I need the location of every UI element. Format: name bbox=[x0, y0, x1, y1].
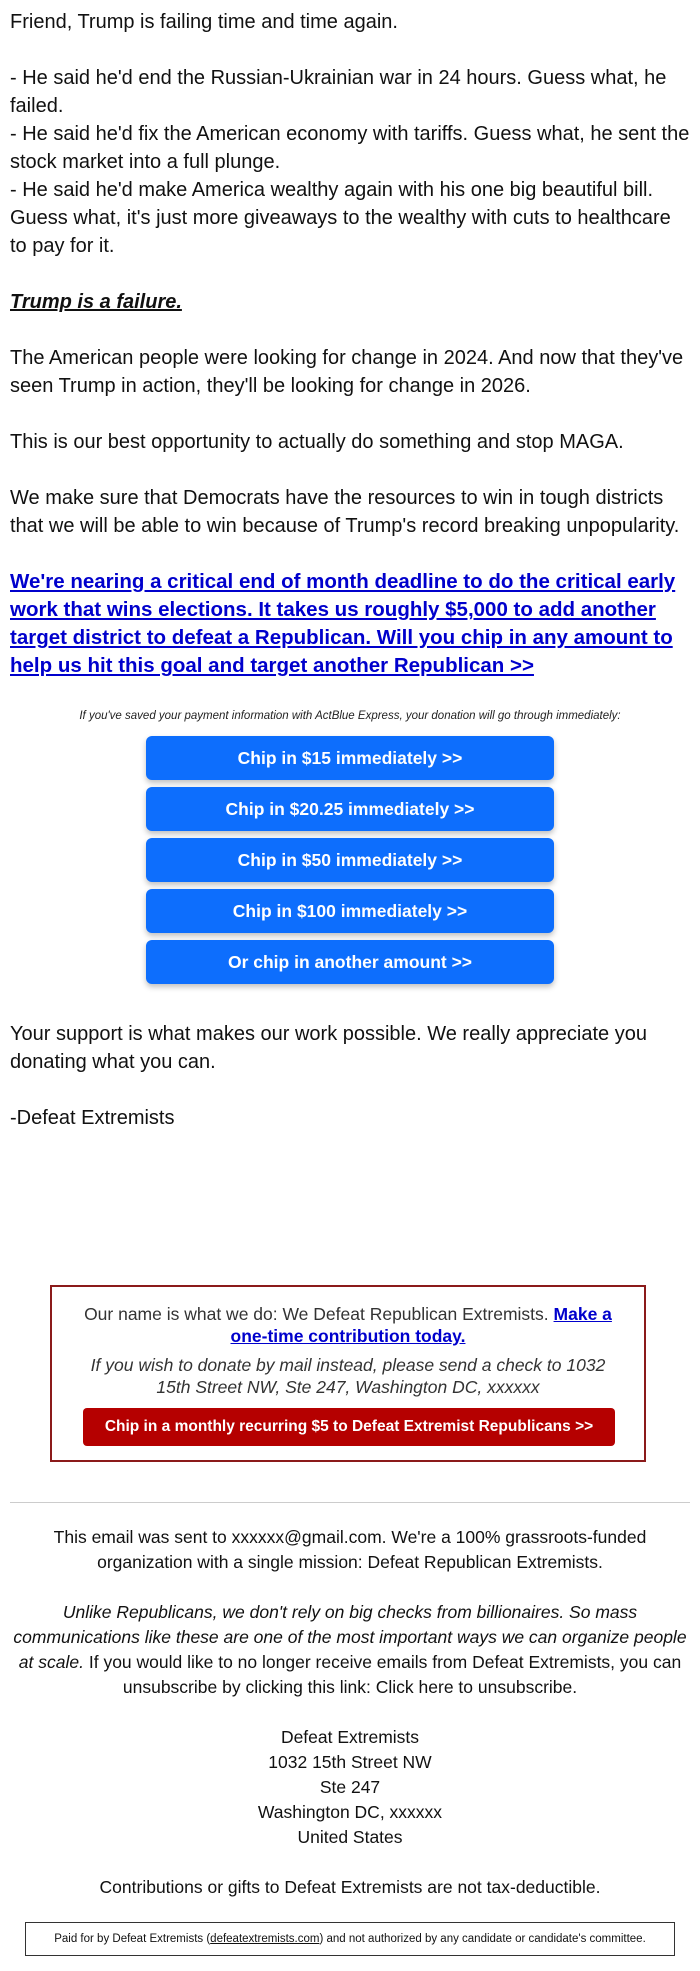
donate-100-button[interactable]: Chip in $100 immediately >> bbox=[146, 889, 554, 933]
tax-note: Contributions or gifts to Defeat Extremists are not tax-deductible. bbox=[99, 1877, 601, 1897]
one-time-contribution-link[interactable]: Make a one-time contribution today. bbox=[230, 1304, 612, 1346]
sent-to-text: This email was sent to xxxxxx@gmail.com. We're a 100% grassroots-funded organization with a single mission: Defeat Republican Extremists. bbox=[53, 1527, 647, 1572]
address-line: 1032 15th Street NW bbox=[268, 1752, 432, 1772]
grassroots-note bbox=[10, 1600, 690, 1700]
promo-box bbox=[50, 1285, 646, 1462]
website-link[interactable]: defeatextremists.com bbox=[210, 1933, 320, 1945]
signature: -Defeat Extremists bbox=[10, 1107, 175, 1129]
footer-divider bbox=[10, 1502, 690, 1503]
mail-donation-note: If you wish to donate by mail instead, please send a check to 1032 15th Street NW, Ste 247, Washington DC, xxxxxx bbox=[90, 1355, 606, 1397]
bullet-item: - He said he'd end the Russian-Ukrainian war in 24 hours. Guess what, he failed. bbox=[10, 67, 667, 117]
donate-20-25-button[interactable]: Chip in $20.25 immediately >> bbox=[146, 787, 554, 831]
paid-for-disclaimer bbox=[25, 1922, 675, 1956]
paragraph: The American people were looking for change in 2024. And now that they've seen Trump in action, they'll be looking for change in 2026. bbox=[10, 347, 684, 397]
bullet-item: - He said he'd fix the American economy with tariffs. Guess what, he sent the stock market into a full plunge. bbox=[10, 123, 690, 173]
deadline-cta-link[interactable]: We're nearing a critical end of month deadline to do the critical early work that wins elections. It takes us roughly $5,000 to add another target district to defeat a Republican. Will you chip in any amount to help us hit this goal and target another Republican >> bbox=[10, 570, 676, 677]
paid-for-suffix: ) and not authorized by any candidate or candidate's committee. bbox=[319, 1933, 646, 1945]
promo-text bbox=[72, 1303, 624, 1347]
support-text: Your support is what makes our work possible. We really appreciate you donating what you can. bbox=[10, 1023, 647, 1073]
address-line: United States bbox=[297, 1827, 403, 1847]
promo-name-text: Our name is what we do: We Defeat Republican Extremists. bbox=[84, 1304, 549, 1324]
footer bbox=[10, 1525, 690, 1900]
address-line: Washington DC, xxxxxx bbox=[257, 1802, 443, 1822]
paragraph: We make sure that Democrats have the resources to win in tough districts that we will be able to win because of Trump's record breaking unpopularity. bbox=[10, 487, 680, 537]
address-line: Ste 247 bbox=[319, 1777, 381, 1797]
address-line: Defeat Extremists bbox=[280, 1727, 420, 1747]
paid-for-prefix: Paid for by Defeat Extremists ( bbox=[54, 1933, 211, 1945]
email-body bbox=[10, 8, 692, 680]
headline: Trump is a failure. bbox=[10, 291, 182, 313]
actblue-note: If you've saved your payment information with ActBlue Express, your donation will go through immediately: bbox=[79, 710, 621, 722]
unsubscribe-link[interactable]: If you would like to no longer receive emails from Defeat Extremists, you can unsubscribe by clicking this link: Click here to unsubscribe. bbox=[88, 1652, 682, 1697]
paragraph: This is our best opportunity to actually do something and stop MAGA. bbox=[10, 431, 624, 453]
donate-other-amount-button[interactable]: Or chip in another amount >> bbox=[146, 940, 554, 984]
donate-50-button[interactable]: Chip in $50 immediately >> bbox=[146, 838, 554, 882]
donate-15-button[interactable]: Chip in $15 immediately >> bbox=[146, 736, 554, 780]
closing-section bbox=[10, 1020, 692, 1132]
monthly-recurring-button[interactable]: Chip in a monthly recurring $5 to Defeat Extremist Republicans >> bbox=[83, 1408, 615, 1446]
billionaires-note: Unlike Republicans, we don't rely on big checks from billionaires. So mass communications like these are one of the most important ways we can organize people at scale. bbox=[13, 1602, 687, 1672]
intro-text: Friend, Trump is failing time and time again. bbox=[10, 11, 398, 33]
bullet-item: - He said he'd make America wealthy again with his one big beautiful bill. Guess what, it's just more giveaways to the wealthy with cuts to healthcare to pay for it. bbox=[10, 179, 671, 257]
